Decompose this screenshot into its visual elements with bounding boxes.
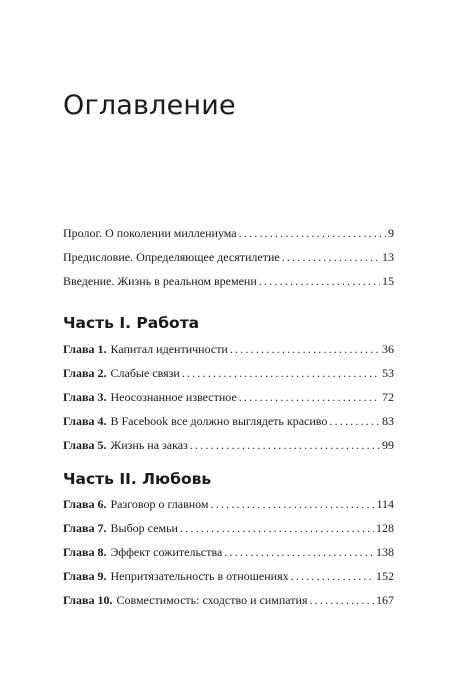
toc-entry-text: Капитал идентичности bbox=[110, 342, 228, 356]
toc-leader bbox=[230, 340, 380, 358]
chapter-label: Глава 5. bbox=[63, 438, 107, 452]
toc-entry[interactable] bbox=[63, 412, 394, 430]
toc-page-number: 15 bbox=[382, 274, 394, 288]
toc-entry[interactable] bbox=[63, 543, 394, 561]
toc-page-number: 53 bbox=[382, 366, 394, 380]
toc-entry-text: Жизнь на заказ bbox=[110, 438, 188, 452]
toc-page-number: 99 bbox=[382, 438, 394, 452]
chapter-label: Глава 1. bbox=[63, 342, 107, 356]
chapter-label: Глава 10. bbox=[63, 593, 113, 607]
toc-page-number: 9 bbox=[388, 226, 394, 240]
toc-leader bbox=[329, 412, 380, 430]
page-title: Оглавление bbox=[63, 90, 236, 121]
part-heading: Часть I. Работа bbox=[63, 314, 200, 332]
toc-entry[interactable] bbox=[63, 272, 394, 290]
chapter-label: Глава 8. bbox=[63, 545, 107, 559]
toc-entry[interactable] bbox=[63, 591, 394, 609]
toc-entry[interactable] bbox=[63, 248, 394, 266]
toc-leader bbox=[224, 543, 374, 561]
toc-page-number: 114 bbox=[376, 497, 394, 511]
toc-entry-text: Эффект сожительства bbox=[110, 545, 223, 559]
chapter-label: Глава 7. bbox=[63, 521, 107, 535]
toc-page-number: 13 bbox=[382, 250, 394, 264]
toc-leader bbox=[211, 495, 375, 513]
toc-entry-text: В Facebook все должно выглядеть красиво bbox=[110, 414, 328, 428]
part-heading: Часть II. Любовь bbox=[63, 470, 212, 488]
toc-entry-text: Введение. Жизнь в реальном времени bbox=[63, 274, 257, 288]
toc-entry-text: Предисловие. Определяющее десятилетие bbox=[63, 250, 280, 264]
toc-entry-text: Разговор о главном bbox=[110, 497, 209, 511]
toc-leader bbox=[180, 519, 374, 537]
toc-leader bbox=[282, 248, 380, 266]
toc-page-number: 83 bbox=[382, 414, 394, 428]
chapter-label: Глава 4. bbox=[63, 414, 107, 428]
toc-entry[interactable] bbox=[63, 388, 394, 406]
toc-entry[interactable] bbox=[63, 567, 394, 585]
toc-leader bbox=[182, 364, 380, 382]
chapter-label: Глава 6. bbox=[63, 497, 107, 511]
toc-entry[interactable] bbox=[63, 364, 394, 382]
toc-page-number: 138 bbox=[376, 545, 394, 559]
toc-entry-text: Непритязательность в отношениях bbox=[110, 569, 289, 583]
toc-entry-text: Неосознанное известное bbox=[110, 390, 237, 404]
chapter-label: Глава 2. bbox=[63, 366, 107, 380]
toc-leader bbox=[190, 436, 380, 454]
toc-page-number: 152 bbox=[376, 569, 394, 583]
toc-entry-text: Совместимость: сходство и симпатия bbox=[116, 593, 308, 607]
toc-entry[interactable] bbox=[63, 436, 394, 454]
toc-entry[interactable] bbox=[63, 519, 394, 537]
toc-entry-text: Пролог. О поколении миллениума bbox=[63, 226, 237, 240]
toc-entry[interactable] bbox=[63, 495, 394, 513]
chapter-label: Глава 3. bbox=[63, 390, 107, 404]
toc-page-number: 128 bbox=[376, 521, 394, 535]
toc-leader bbox=[309, 591, 374, 609]
toc-page-number: 72 bbox=[382, 390, 394, 404]
toc-leader bbox=[291, 567, 374, 585]
toc-entry-text: Слабые связи bbox=[110, 366, 180, 380]
toc-leader bbox=[259, 272, 380, 290]
toc-leader bbox=[239, 388, 380, 406]
toc-leader bbox=[239, 224, 386, 242]
chapter-label: Глава 9. bbox=[63, 569, 107, 583]
toc-entry[interactable] bbox=[63, 224, 394, 242]
toc-entry[interactable] bbox=[63, 340, 394, 358]
toc-entry-text: Выбор семьи bbox=[110, 521, 178, 535]
toc-page-number: 167 bbox=[376, 593, 394, 607]
toc-page-number: 36 bbox=[382, 342, 394, 356]
